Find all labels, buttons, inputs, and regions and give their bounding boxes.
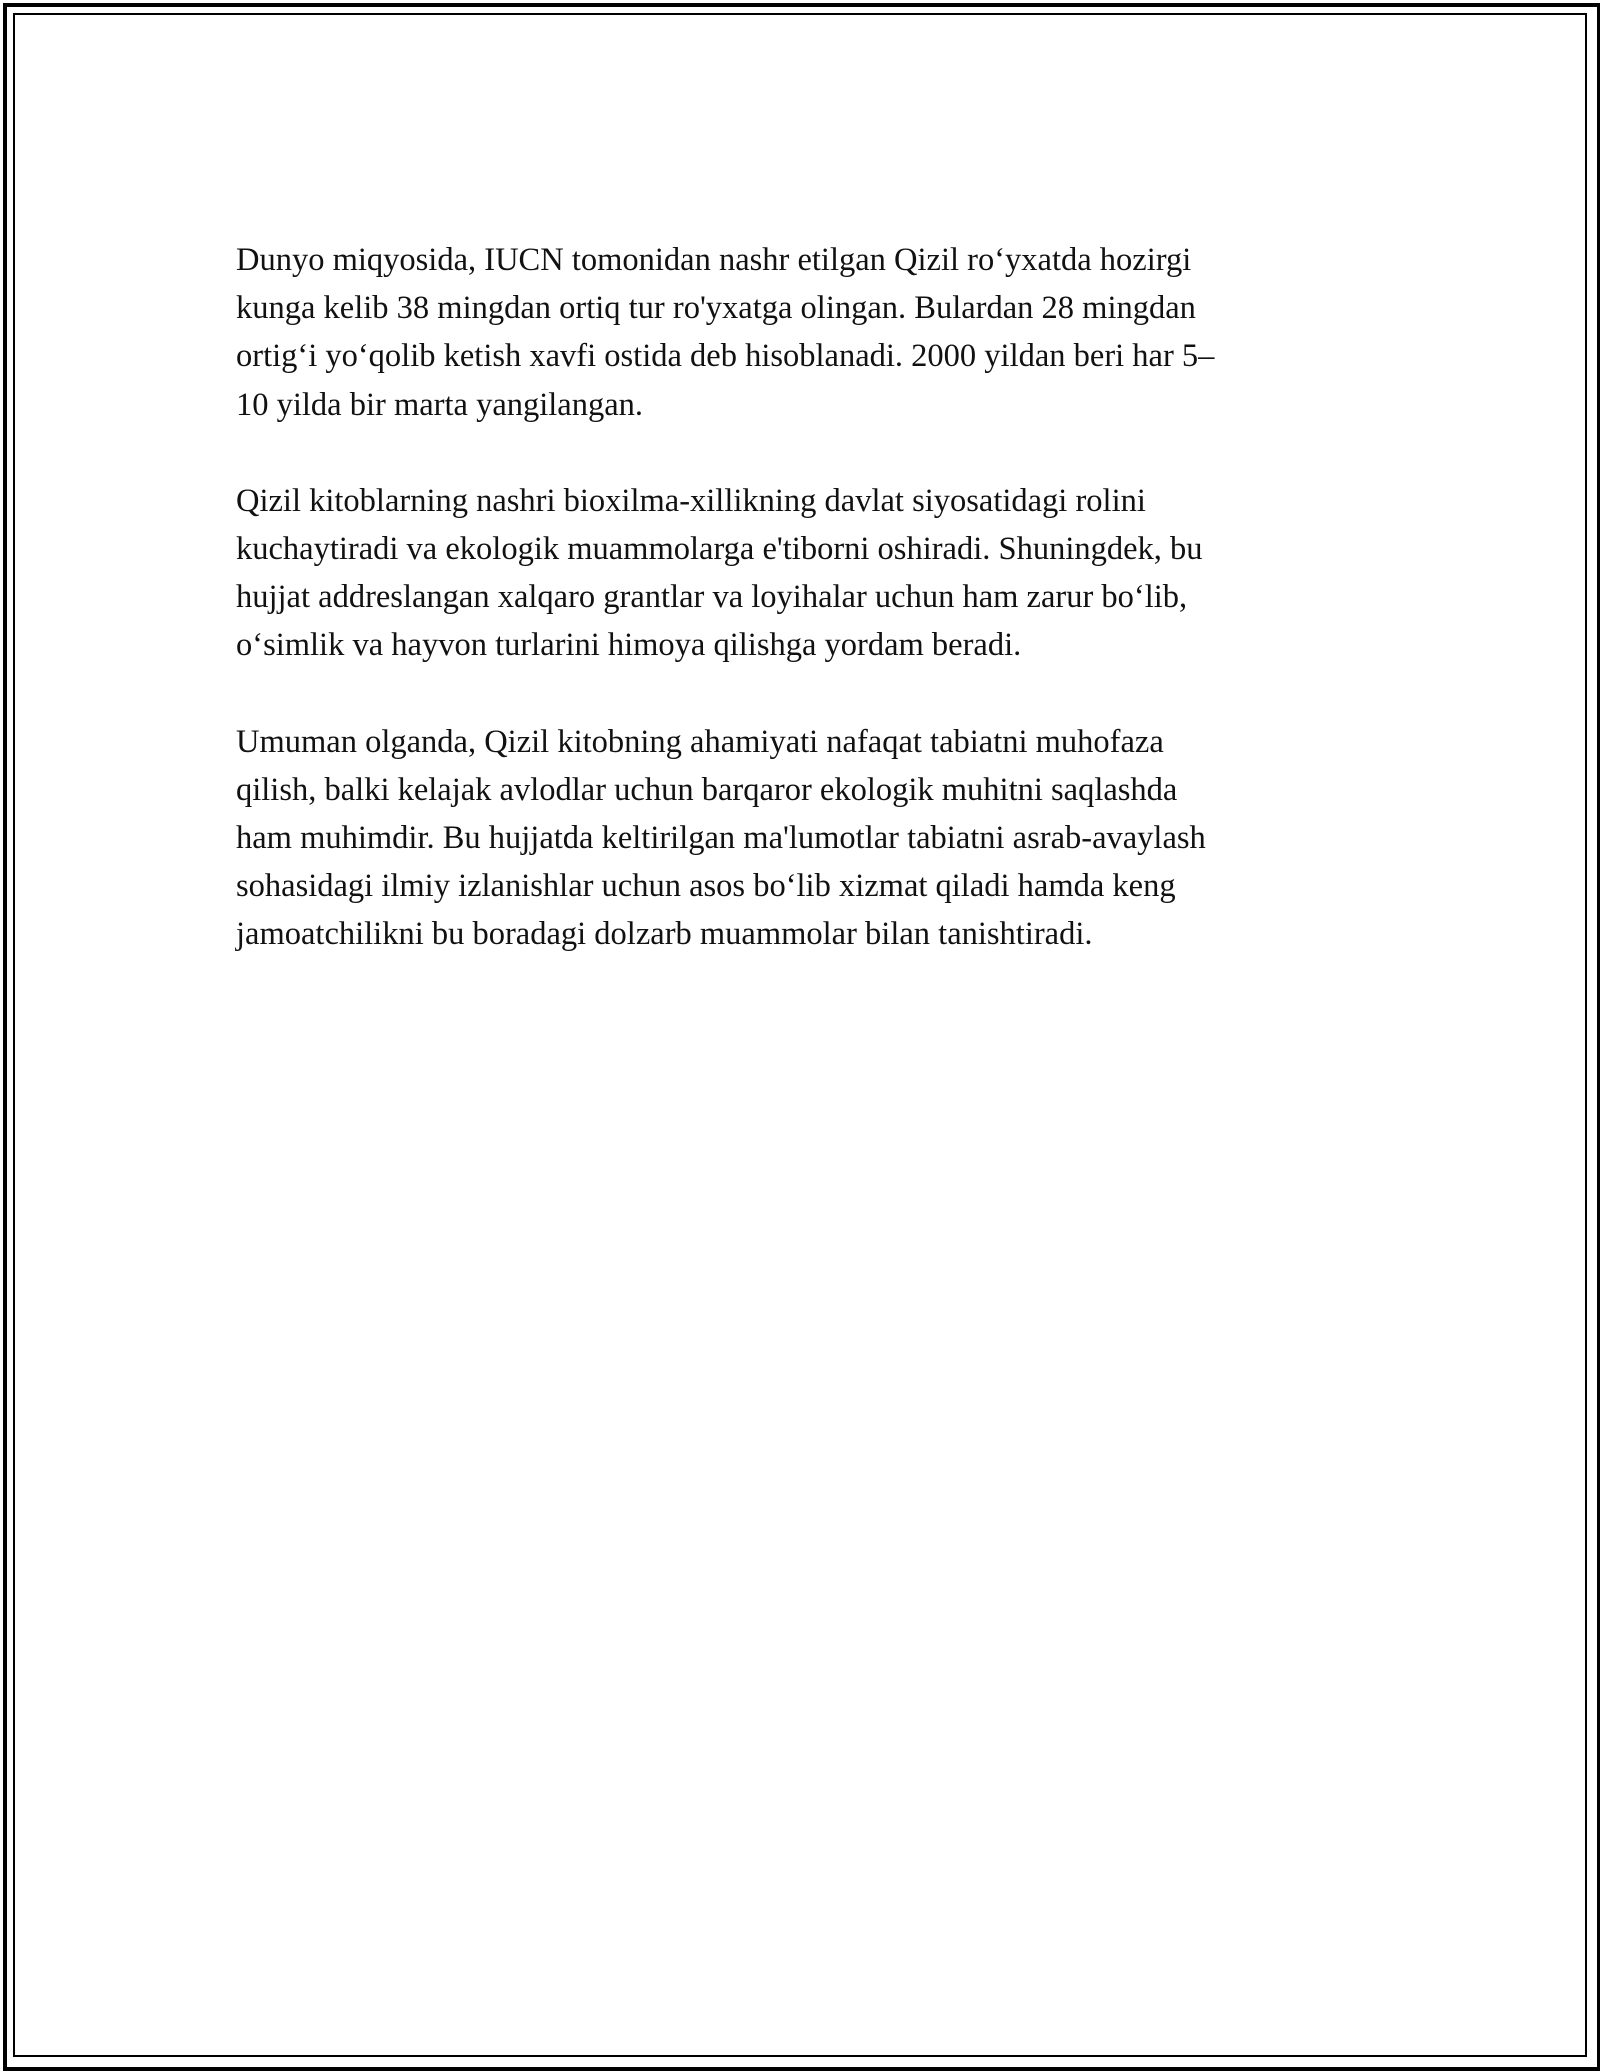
text-line: jamoatchilikni bu boradagi dolzarb muammolar bilan tanishtiradi. <box>236 916 1093 953</box>
text-line: Umuman olganda, Qizil kitobning ahamiyati nafaqat tabiatni muhofaza <box>236 723 1164 760</box>
text-line: Dunyo miqyosida, IUCN tomonidan nashr etilgan Qizil roʻyxatda hozirgi <box>236 242 1192 278</box>
paragraph-2 <box>236 477 1364 670</box>
text-line: Qizil kitoblarning nashri bioxilma-xillikning davlat siyosatidagi rolini <box>236 482 1146 519</box>
text-line: hujjat addreslangan xalqaro grantlar va loyihalar uchun ham zarur boʻlib, <box>236 579 1188 616</box>
text-line: qilish, balki kelajak avlodlar uchun barqaror ekologik muhitni saqlashda <box>236 771 1178 808</box>
document-body <box>236 236 1364 1007</box>
text-line: kuchaytiradi va ekologik muammolarga e'tiborni oshiradi. Shuningdek, bu <box>236 531 1203 568</box>
text-line: ham muhimdir. Bu hujjatda keltirilgan ma'lumotlar tabiatni asrab-avaylash <box>236 820 1206 857</box>
text-line: kunga kelib 38 mingdan ortiq tur ro'yxatga olingan. Bulardan 28 mingdan <box>236 290 1196 327</box>
paragraph-3 <box>236 718 1364 959</box>
text-line: sohasidagi ilmiy izlanishlar uchun asos boʻlib xizmat qiladi hamda keng <box>236 868 1176 905</box>
text-line: ortigʻi yoʻqolib ketish xavfi ostida deb hisoblanadi. 2000 yildan beri har 5– <box>236 338 1215 375</box>
paragraph-1 <box>236 236 1364 429</box>
text-line: oʻsimlik va hayvon turlarini himoya qilishga yordam beradi. <box>236 627 1022 664</box>
text-line: 10 yilda bir marta yangilangan. <box>236 386 644 423</box>
